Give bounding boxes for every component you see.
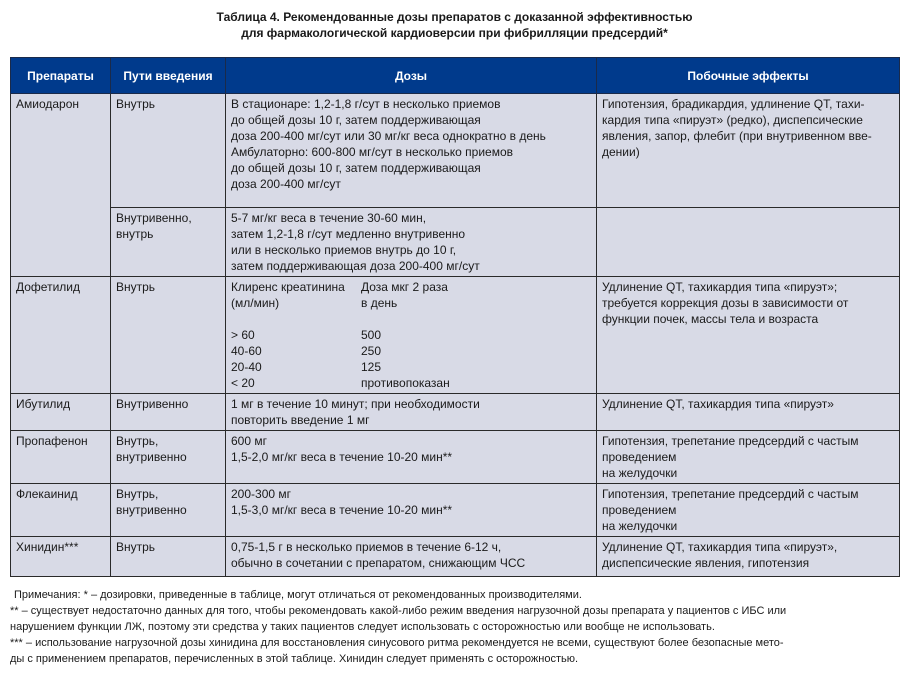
footnote-3-line-1: *** – использование нагрузочной дозы хинидина для восстановления синусового ритма рекомендуется не всеми, существуют более безопасные мето-: [10, 637, 784, 649]
drug-cell: [11, 394, 111, 431]
dose-header-line: в день: [361, 296, 398, 310]
drug-name: Дофетилид: [16, 280, 80, 294]
effects-line: явления, запор, флебит (при внутривенном вве-: [602, 129, 872, 143]
effects-line: функции почек, массы тела и возраста: [602, 312, 819, 326]
dosage-table: [10, 57, 900, 577]
route-text: Внутривенно: [116, 397, 189, 411]
dose-value: 250: [361, 344, 382, 358]
clearance-row: [231, 375, 591, 391]
effects-line: Удлинение QT, тахикардия типа «пируэт»: [602, 397, 834, 411]
dose-line: затем 1,2-1,8 г/сут медленно внутривенно: [231, 227, 466, 241]
clearance-row: [231, 359, 591, 375]
dose-line: 200-300 мг: [231, 487, 291, 501]
clearance-header-line: Клиренс креатинина: [231, 280, 345, 294]
clearance-row: [231, 343, 591, 359]
drug-name: Ибутилид: [16, 397, 71, 411]
table-caption: [10, 9, 899, 41]
footnote-2-line-1: ** – существует недостаточно данных для того, чтобы рекомендовать какой-либо режим введения нагрузочной дозы препарата у пациентов с ИБС или: [10, 605, 787, 617]
side-effects-cell: [597, 537, 900, 577]
dose-line: или в несколько приемов внутрь до 10 г,: [231, 243, 457, 257]
effects-line: кардия типа «пируэт» (редко), диспепсические: [602, 113, 863, 127]
route-text: Внутрь: [116, 280, 156, 294]
doses-cell: [226, 537, 597, 577]
header-side-effects: Побочные эффекты: [597, 58, 900, 94]
clearance-value: 40-60: [231, 344, 262, 358]
dose-line: до общей дозы 10 г, затем поддерживающая: [231, 161, 481, 175]
dose-line: доза 200-400 мг/сут: [231, 177, 341, 191]
doses-cell: [226, 277, 597, 394]
drug-cell: [11, 94, 111, 277]
drug-name: Амиодарон: [16, 97, 80, 111]
dose-header: [361, 279, 591, 311]
dose-line: 600 мг: [231, 434, 267, 448]
footnote-1: Примечания: * – дозировки, приведенные в таблице, могут отличаться от рекомендованных производителями.: [14, 589, 582, 601]
caption-line-2: для фармакологической кардиоверсии при фибрилляции предсердий*: [241, 26, 668, 40]
drug-cell: [11, 277, 111, 394]
route-cell: [111, 94, 226, 208]
header-doses: Дозы: [226, 58, 597, 94]
route-text: Внутрь: [116, 97, 156, 111]
effects-line: проведением: [602, 503, 677, 517]
dose-line: доза 200-400 мг/сут или 30 мг/кг веса однократно в день: [231, 129, 546, 143]
clearance-value: 20-40: [231, 360, 262, 374]
effects-line: дении): [602, 145, 640, 159]
route-text: внутривенно: [116, 503, 187, 517]
dose-line: 5-7 мг/кг веса в течение 30-60 мин,: [231, 211, 427, 225]
effects-line: на желудочки: [602, 519, 678, 533]
effects-line: на желудочки: [602, 466, 678, 480]
route-text: Внутрь,: [116, 434, 159, 448]
dose-line: повторить введение 1 мг: [231, 413, 370, 427]
clearance-header: [231, 279, 361, 311]
footnotes: [10, 587, 899, 667]
caption-line-1: Таблица 4. Рекомендованные дозы препаратов с доказанной эффективностью: [216, 10, 693, 24]
clearance-row: [231, 327, 591, 343]
dose-header-line: Доза мкг 2 раза: [361, 280, 448, 294]
side-effects-cell: [597, 484, 900, 537]
route-text: Внутрь: [116, 540, 156, 554]
dose-value: 500: [361, 328, 382, 342]
side-effects-cell: [597, 394, 900, 431]
effects-line: проведением: [602, 450, 677, 464]
dose-value: противопоказан: [361, 376, 450, 390]
route-cell: [111, 537, 226, 577]
route-text: Внутрь,: [116, 487, 159, 501]
drug-name: Пропафенон: [16, 434, 88, 448]
table-row-flecainide: [11, 484, 900, 537]
drug-name: Хинидин***: [16, 540, 79, 554]
dose-line: 0,75-1,5 г в несколько приемов в течение 6-12 ч,: [231, 540, 502, 554]
route-cell: [111, 277, 226, 394]
clearance-dose-subtable: [231, 279, 591, 391]
dose-line: затем поддерживающая доза 200-400 мг/сут: [231, 259, 480, 273]
header-routes: Пути введения: [111, 58, 226, 94]
side-effects-cell: [597, 431, 900, 484]
table-row-amiodarone-iv: [11, 208, 900, 277]
table-row-quinidine: [11, 537, 900, 577]
route-cell: [111, 431, 226, 484]
drug-cell: [11, 431, 111, 484]
dose-line: обычно в сочетании с препаратом, снижающим ЧСС: [231, 556, 526, 570]
header-row: [11, 58, 900, 94]
footnote-3-line-2: ды с применением препаратов, перечисленных в этой таблице. Хинидин следует применять с осторожностью.: [10, 653, 579, 665]
doses-cell: [226, 394, 597, 431]
table-row-propafenone: [11, 431, 900, 484]
table-row-ibutilide: [11, 394, 900, 431]
effects-line: Гипотензия, трепетание предсердий с частым: [602, 434, 859, 448]
doses-cell: [226, 208, 597, 277]
doses-cell: [226, 484, 597, 537]
dose-line: 1 мг в течение 10 минут; при необходимости: [231, 397, 480, 411]
effects-line: Гипотензия, брадикардия, удлинение QT, тахи-: [602, 97, 865, 111]
effects-line: Гипотензия, трепетание предсердий с частым: [602, 487, 859, 501]
side-effects-cell: [597, 277, 900, 394]
dose-line: 1,5-3,0 мг/кг веса в течение 10-20 мин**: [231, 503, 453, 517]
effects-line: требуется коррекция дозы в зависимости от: [602, 296, 849, 310]
doses-cell: [226, 94, 597, 208]
route-cell: [111, 394, 226, 431]
drug-cell: [11, 484, 111, 537]
side-effects-cell: [597, 208, 900, 277]
effects-line: диспепсические явления, гипотензия: [602, 556, 810, 570]
footnote-2-line-2: нарушением функции ЛЖ, поэтому эти средства у таких пациентов следует использовать с осторожностью или вообще не использовать.: [10, 621, 715, 633]
dose-line: Амбулаторно: 600-800 мг/сут в несколько приемов: [231, 145, 514, 159]
drug-cell: [11, 537, 111, 577]
route-cell: [111, 484, 226, 537]
clearance-value: < 20: [231, 376, 255, 390]
effects-line: Удлинение QT, тахикардия типа «пируэт»,: [602, 540, 838, 554]
table-row-dofetilide: [11, 277, 900, 394]
clearance-value: > 60: [231, 328, 255, 342]
route-text: внутривенно: [116, 450, 187, 464]
effects-line: Удлинение QT, тахикардия типа «пируэт»;: [602, 280, 838, 294]
route-text: Внутривенно,: [116, 211, 192, 225]
header-drugs: Препараты: [11, 58, 111, 94]
side-effects-cell: [597, 94, 900, 208]
clearance-header-line: (мл/мин): [231, 296, 280, 310]
route-text: внутрь: [116, 227, 154, 241]
dose-value: 125: [361, 360, 382, 374]
dose-line: В стационаре: 1,2-1,8 г/сут в несколько приемов: [231, 97, 501, 111]
dose-line: до общей дозы 10 г, затем поддерживающая: [231, 113, 481, 127]
dose-line: 1,5-2,0 мг/кг веса в течение 10-20 мин**: [231, 450, 453, 464]
route-cell: [111, 208, 226, 277]
doses-cell: [226, 431, 597, 484]
table-row-amiodarone: [11, 94, 900, 208]
drug-name: Флекаинид: [16, 487, 78, 501]
